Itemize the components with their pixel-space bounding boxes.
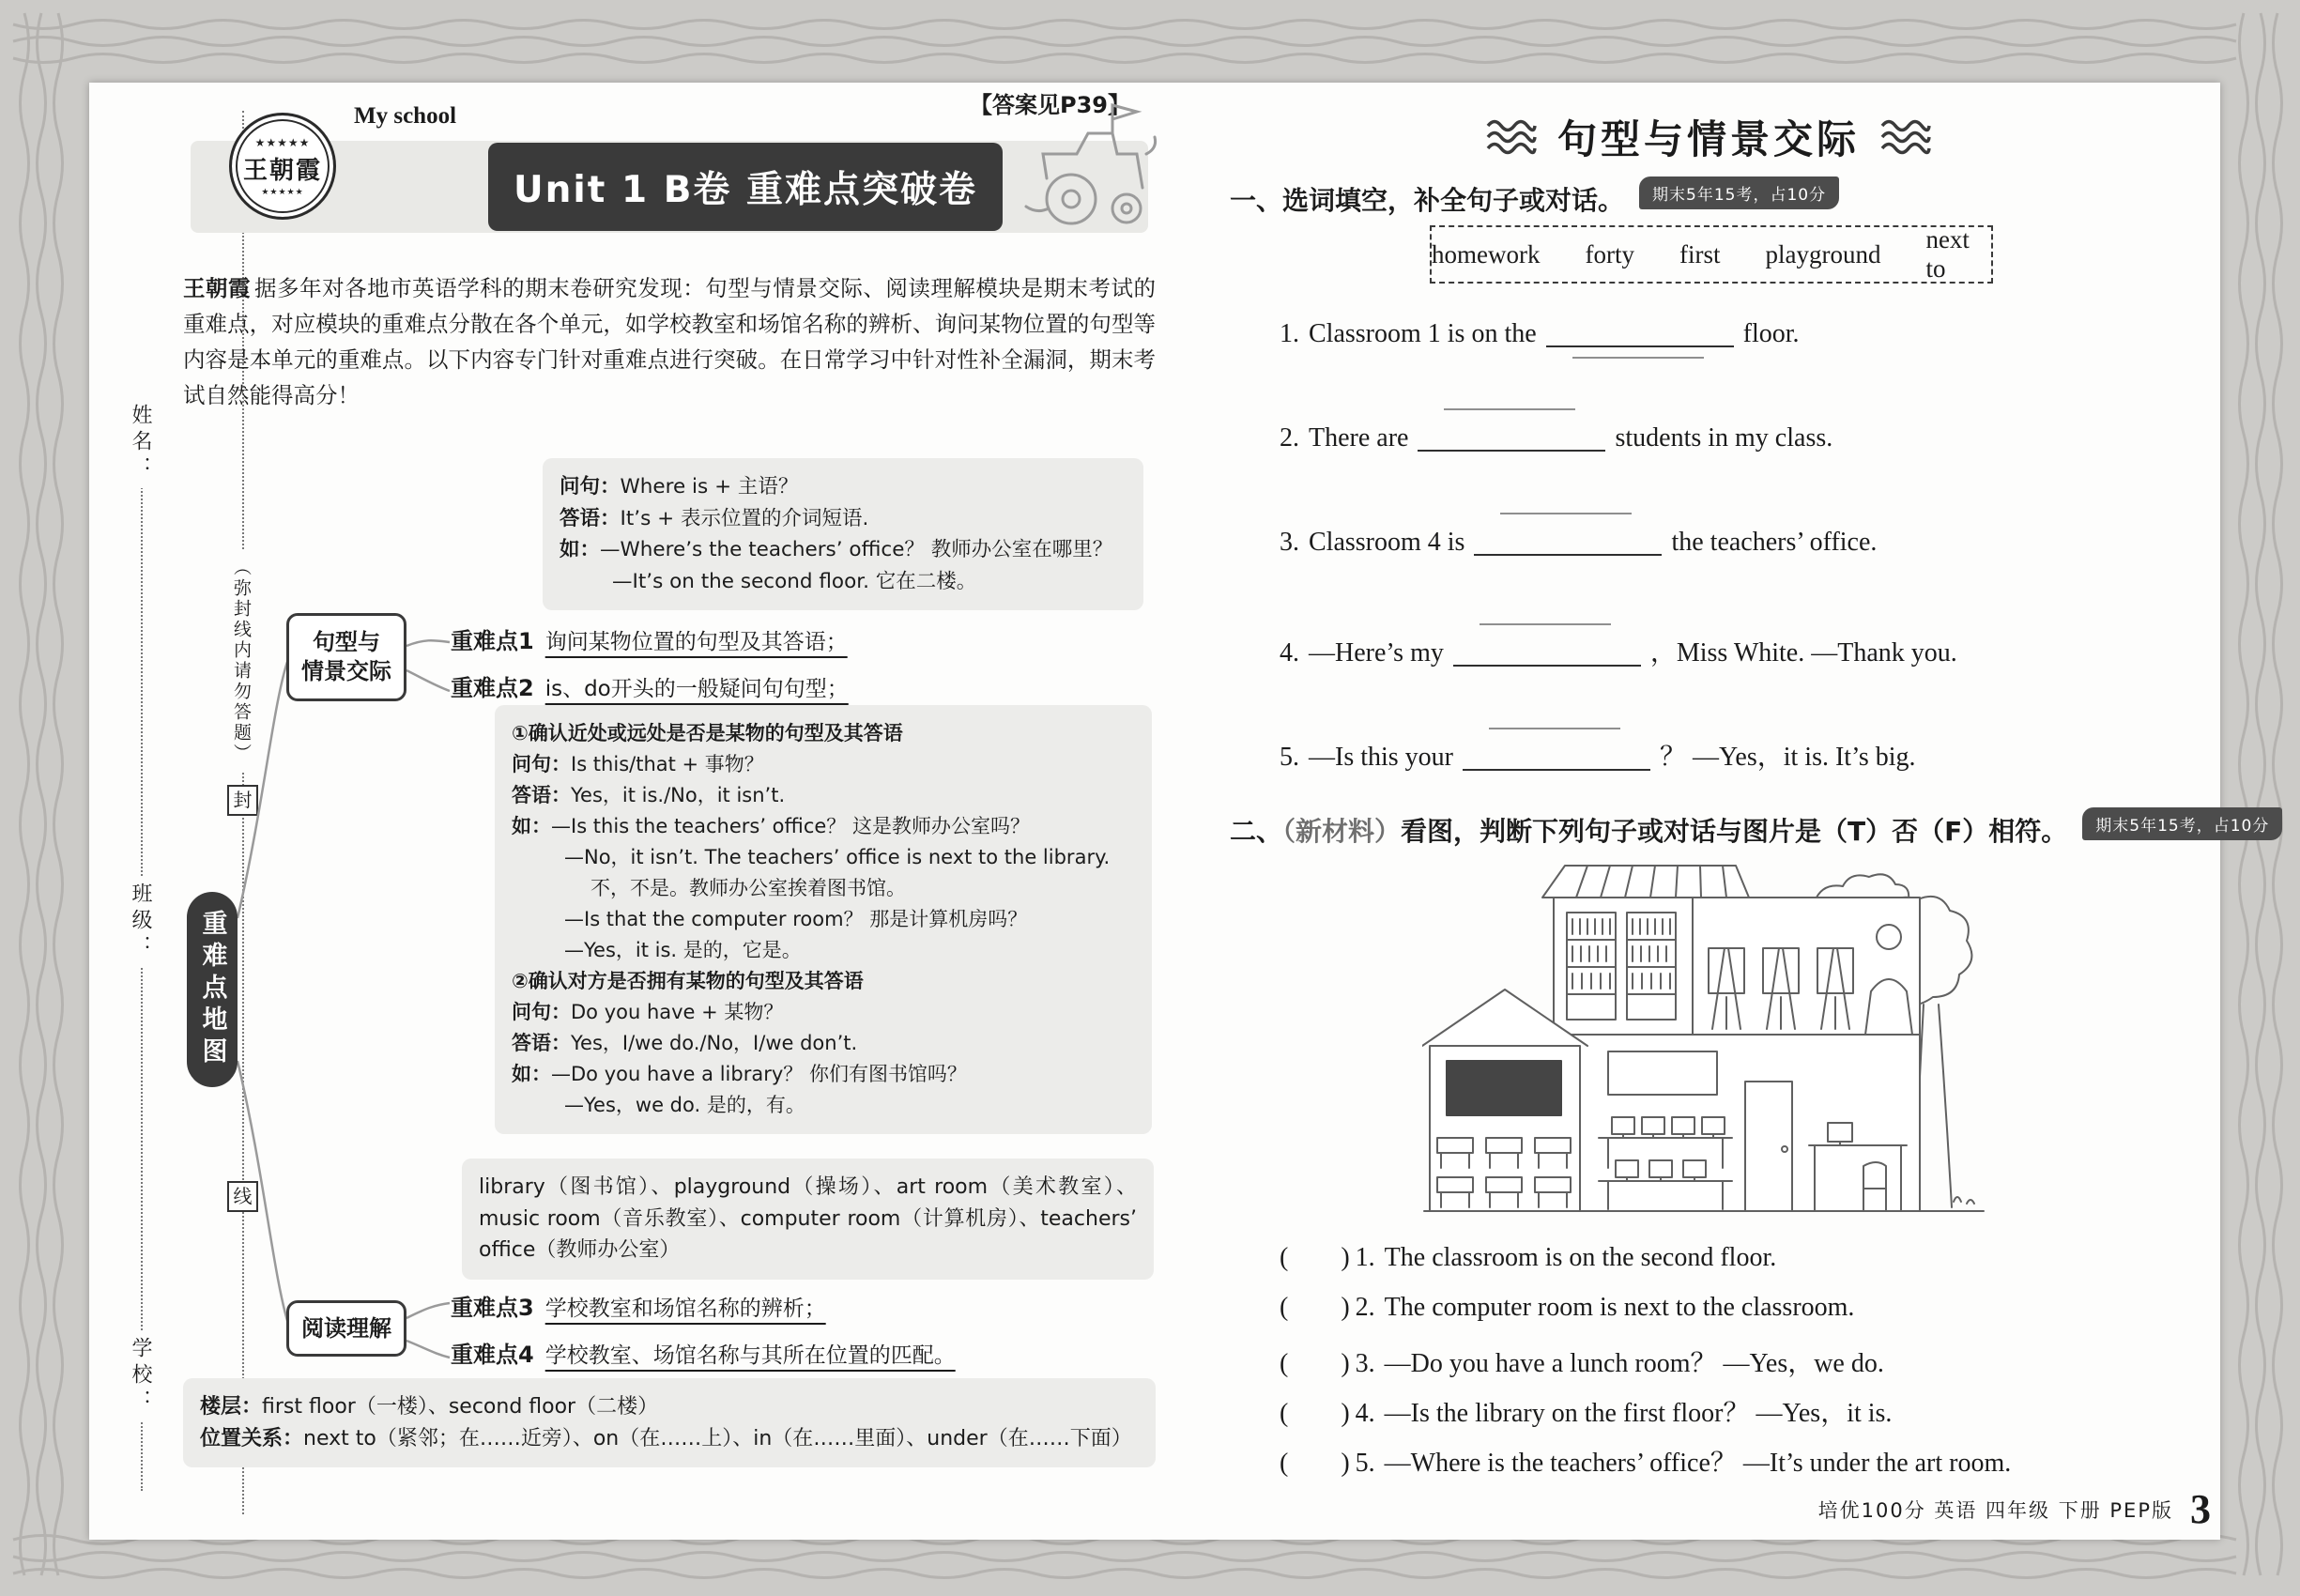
page-footer	[1591, 1485, 2211, 1533]
point-tag: 重难点2	[451, 675, 534, 701]
stars-icon: ★★★★★	[254, 135, 311, 149]
seal-note: （弥封线内请勿答题）	[225, 550, 258, 772]
line-text: —It’s on the second floor. 它在二楼。	[612, 569, 977, 593]
unit-topic-label: My school	[354, 103, 457, 129]
note-line	[512, 997, 1135, 1028]
paren-open: (	[1280, 1243, 1289, 1272]
paren-open: (	[1280, 1349, 1289, 1378]
page-number: 3	[2190, 1486, 2211, 1532]
branch-line: 阅读理解	[301, 1314, 391, 1342]
wave-decoration-icon	[1486, 117, 1537, 157]
seal-char-2: 封	[227, 785, 258, 816]
heading-prefix: 二、	[1230, 816, 1283, 847]
exercise1-heading	[1230, 176, 1839, 218]
line-text: Where is + 主语？	[620, 475, 799, 499]
line-label: ①确认近处或远处是否是某物的句型及其答语	[512, 722, 903, 744]
key-point-2	[451, 669, 849, 702]
line-label: 问句：	[560, 475, 621, 499]
answer-blank[interactable]	[1546, 319, 1734, 347]
vocab-text: library（图书馆）、playground（操场）、art room（美术教室）、music room（音乐教室）、computer room（计算机房）、teachers’ office（教师办公室）	[479, 1175, 1137, 1262]
item-text: The computer room is next to the classroom.	[1384, 1293, 1855, 1322]
line-text: —Is this the teachers’ office？ 这是教师办公室吗？	[551, 815, 1030, 837]
answer-blank[interactable]	[1453, 638, 1641, 667]
heading-text: 看图，判断下列句子或对话与图片是（T）否（F）相符。	[1401, 816, 2068, 847]
paren-close: )	[1341, 1243, 1350, 1272]
fill-blank-item-1	[1280, 319, 1800, 349]
item-number: 4.	[1355, 1399, 1375, 1428]
note-line	[560, 566, 1127, 598]
item-number: 3.	[1355, 1349, 1375, 1378]
line-text: —Do you have a library？ 你们有图书馆吗？	[551, 1063, 967, 1085]
true-false-item-2	[1280, 1293, 1854, 1323]
line-label: ②确认对方是否拥有某物的句型及其答语	[512, 970, 864, 992]
word-option: homework	[1432, 239, 1541, 269]
intro-text: 据多年对各地市英语学科的期末卷研究发现：句型与情景交际、阅读理解模块是期末考试的重难点，对应模块的重难点分散在各个单元，如学校教室和场馆名称的辨析、询问某物位置的句型等内容是本单元的重难点。以下内容专门针对重难点进行突破。在日常学习中针对性补全漏洞，期末考试自然能得高分！	[183, 275, 1157, 408]
point-tag: 重难点3	[451, 1295, 534, 1321]
item-text: The classroom is on the second floor.	[1384, 1243, 1777, 1272]
point-tag: 重难点1	[451, 628, 534, 654]
key-point-3	[451, 1289, 826, 1322]
line-text: —Where’s the teachers’ office？ 教师办公室在哪里？	[600, 538, 1113, 561]
paren-close: )	[1341, 1349, 1350, 1378]
item-text: the teachers’ office.	[1671, 528, 1878, 557]
branch-line: 情景交际	[301, 658, 391, 684]
exercise2-heading	[1230, 807, 2282, 849]
item-text: —Where is the teachers’ office？ —It’s under the art room.	[1384, 1449, 2012, 1478]
paren-open: (	[1280, 1399, 1289, 1428]
item-number: 5.	[1280, 743, 1299, 772]
fill-blank-item-3	[1280, 528, 1877, 558]
note-line	[512, 873, 1135, 904]
line-text: 不，不是。教师办公室挨着图书馆。	[590, 877, 906, 899]
item-text: Classroom 4 is	[1309, 528, 1465, 557]
item-text: There are	[1309, 423, 1409, 453]
note-line	[512, 811, 1135, 842]
note-line	[560, 503, 1127, 535]
exam-frequency-badge: 期末5年15考，占10分	[2082, 807, 2282, 840]
mindmap-title-pill: 重难点地图	[187, 892, 238, 1087]
note-line	[512, 1028, 1135, 1059]
seal-char-3: 线	[227, 1181, 258, 1212]
line-label: 如：	[512, 1063, 551, 1085]
line-label: 问句：	[512, 753, 571, 775]
exam-frequency-badge: 期末5年15考，占10分	[1639, 176, 1839, 209]
word-option: first	[1679, 239, 1721, 269]
note-line	[512, 718, 1135, 749]
note-line	[512, 749, 1135, 780]
branch-reading-comprehension	[286, 1300, 406, 1357]
line-label: 问句：	[512, 1001, 571, 1023]
note-line	[512, 780, 1135, 811]
item-text: ，Miss White. —Thank you.	[1649, 638, 1957, 668]
true-false-item-1	[1280, 1243, 1776, 1273]
line-text: It’s + 表示位置的介词短语.	[620, 506, 869, 530]
note-line	[512, 904, 1135, 935]
note-box-patterns	[495, 705, 1152, 1134]
brand-name: 王朝霞	[242, 156, 322, 185]
note-line	[200, 1423, 1139, 1455]
note-line	[512, 966, 1135, 997]
point-tag: 重难点4	[451, 1342, 534, 1368]
paren-open: (	[1280, 1449, 1289, 1478]
point-text: 询问某物位置的句型及其答语；	[544, 630, 848, 654]
note-line	[512, 1059, 1135, 1090]
point-text: 学校教室、场馆名称与其所在位置的匹配。	[544, 1343, 956, 1368]
line-text: —Yes，we do. 是的，有。	[564, 1094, 805, 1116]
item-text: Classroom 1 is on the	[1309, 319, 1537, 348]
fill-blank-item-4	[1280, 632, 1957, 669]
item-number: 1.	[1355, 1243, 1375, 1272]
word-option: next to	[1925, 225, 1970, 283]
line-text: Do you have + 某物？	[571, 1001, 784, 1023]
point-text: is、do开头的一般疑问句句型；	[544, 677, 849, 701]
answer-blank[interactable]	[1463, 743, 1650, 771]
paren-close: )	[1341, 1449, 1350, 1478]
line-label: 位置关系：	[200, 1426, 304, 1450]
item-text: —Do you have a lunch room？ —Yes，we do.	[1384, 1349, 1884, 1378]
line-label: 楼层：	[200, 1395, 263, 1419]
true-false-item-3	[1280, 1343, 1884, 1380]
item-text: students in my class.	[1615, 423, 1833, 453]
note-line	[560, 534, 1127, 566]
note-box-where-is	[543, 458, 1143, 610]
line-text: Yes，it is./No，it isn’t.	[571, 784, 786, 806]
key-point-4	[451, 1336, 956, 1369]
line-label: 如：	[560, 538, 601, 561]
paper-sheet	[89, 83, 2270, 1540]
paren-close: )	[1341, 1293, 1350, 1322]
point-text: 学校教室和场馆名称的辨析；	[544, 1297, 826, 1321]
line-label: 答语：	[512, 1032, 571, 1054]
line-text: —No，it isn’t. The teachers’ office is next to the library.	[564, 846, 1111, 868]
note-box-locations	[183, 1378, 1156, 1467]
item-number: 1.	[1280, 319, 1299, 348]
branch-line: 句型与	[313, 629, 380, 655]
note-line	[200, 1391, 1139, 1423]
item-number: 2.	[1280, 423, 1299, 453]
stars-icon: ★★★★★	[261, 187, 304, 197]
item-number: 2.	[1355, 1293, 1375, 1322]
fill-blank-item-2	[1280, 423, 1832, 453]
item-number: 5.	[1355, 1449, 1375, 1478]
brand-name: 王朝霞	[183, 275, 252, 301]
word-bank	[1430, 225, 1993, 284]
note-line	[512, 1090, 1135, 1121]
branch-sentence-patterns	[286, 613, 406, 701]
class-label: 班级：	[125, 877, 156, 967]
item-text: ？ —Yes，it is. It’s big.	[1660, 743, 1916, 772]
vocab-box	[462, 1159, 1154, 1280]
item-number: 4.	[1280, 638, 1299, 668]
footer-meta: 培优100分 英语 四年级 下册 PEP版	[1817, 1498, 2173, 1522]
word-option: playground	[1765, 239, 1881, 269]
key-point-1	[451, 622, 848, 655]
page-section-header	[1310, 109, 2108, 165]
item-number: 3.	[1280, 528, 1299, 557]
line-text: next to（紧邻；在……近旁）、on（在……上）、in（在……里面）、under（在……下面）	[303, 1426, 1132, 1450]
note-line	[512, 842, 1135, 873]
note-line	[512, 935, 1135, 966]
fill-blank-item-5	[1280, 736, 1916, 774]
item-text: —Is the library on the first floor？ —Yes，it is.	[1384, 1399, 1893, 1428]
item-text: floor.	[1742, 319, 1800, 348]
new-material-tag: （新材料）	[1282, 816, 1402, 847]
line-text: Yes，I/we do./No，I/we don’t.	[571, 1032, 858, 1054]
answer-blank[interactable]	[1474, 528, 1662, 556]
note-line	[560, 471, 1127, 503]
item-text: —Here’s my	[1309, 638, 1444, 668]
answer-reference: 【答案见P39】	[970, 92, 1130, 118]
line-text: —Yes，it is. 是的，它是。	[564, 939, 802, 961]
true-false-item-4	[1280, 1392, 1892, 1430]
line-text: Is this/that + 事物？	[571, 753, 764, 775]
word-option: forty	[1585, 239, 1634, 269]
paren-open: (	[1280, 1293, 1289, 1322]
name-label: 姓名：	[125, 398, 156, 488]
paren-close: )	[1341, 1399, 1350, 1428]
unit-title: Unit 1 B卷 重难点突破卷	[488, 143, 1003, 231]
line-label: 答语：	[512, 784, 571, 806]
line-label: 答语：	[560, 506, 621, 530]
school-illustration	[1422, 851, 1986, 1226]
true-false-item-5	[1280, 1442, 2011, 1480]
line-text: —Is that the computer room？ 那是计算机房吗？	[564, 908, 1028, 930]
school-label: 学校：	[125, 1331, 156, 1421]
line-label: 如：	[512, 815, 551, 837]
heading-text: 一、选词填空，补全句子或对话。	[1230, 185, 1625, 216]
answer-blank[interactable]	[1418, 423, 1605, 452]
item-text: —Is this your	[1309, 743, 1453, 772]
line-text: first floor（一楼）、second floor（二楼）	[262, 1395, 659, 1419]
section-title: 句型与情景交际	[1556, 116, 1860, 162]
wave-decoration-icon	[1880, 117, 1931, 157]
